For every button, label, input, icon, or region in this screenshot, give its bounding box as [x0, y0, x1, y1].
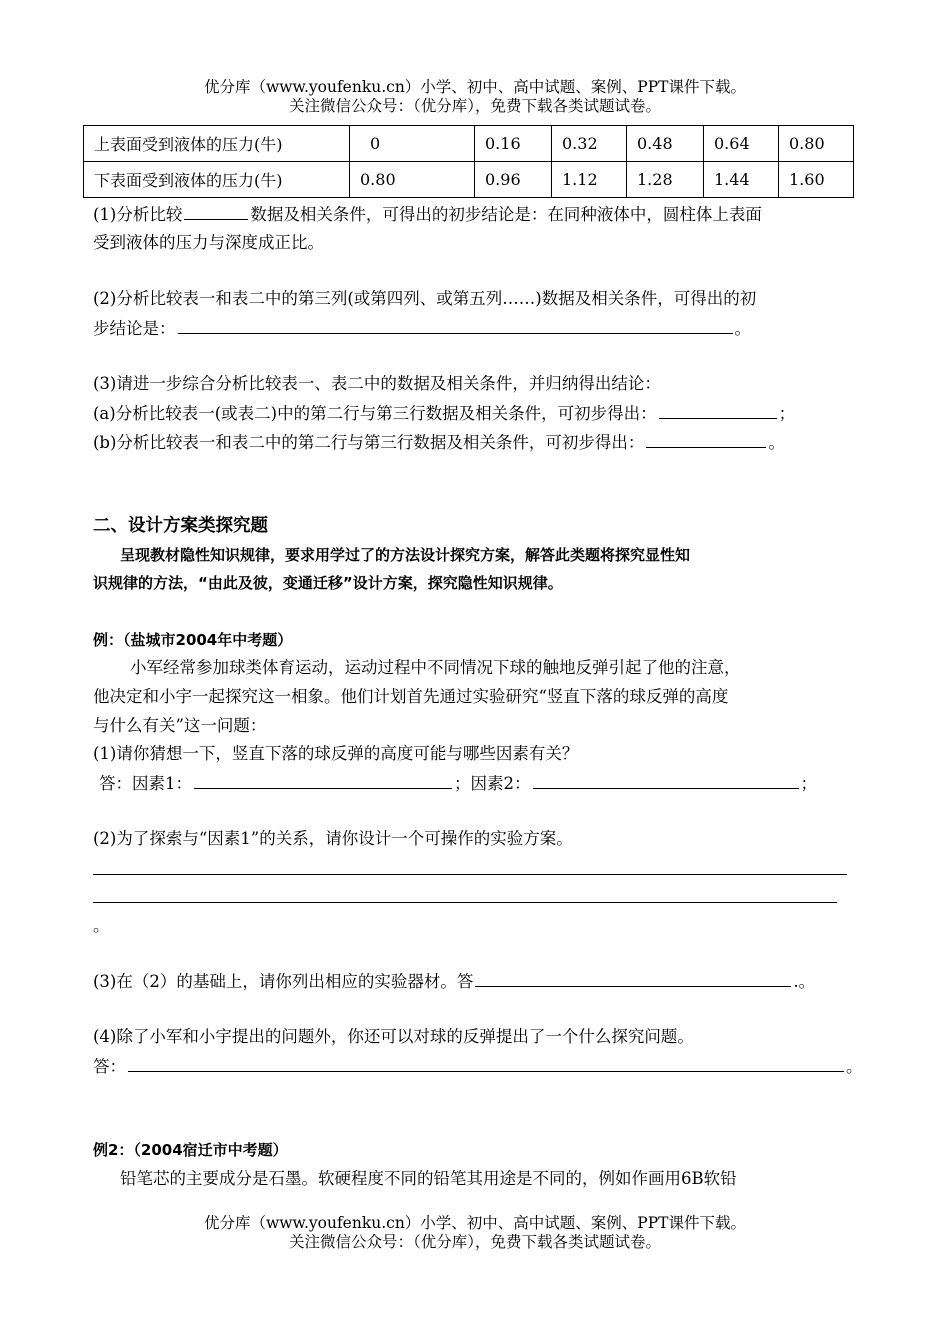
example1-q2: (2)为了探索与“因素1”的关系，请你设计一个可操作的实验方案。: [93, 829, 573, 848]
q1-line: [93, 204, 762, 225]
table-cell: 0.32: [552, 126, 627, 162]
answer-rule[interactable]: [93, 874, 847, 875]
example2-para-line1: 铅笔芯的主要成分是石墨。软硬程度不同的铅笔其用途是不同的，例如作画用6B软铅: [120, 1169, 737, 1188]
q1-blank[interactable]: [184, 204, 248, 220]
q3a-blank[interactable]: [659, 403, 777, 419]
factor2-blank[interactable]: [533, 773, 799, 789]
q3b-line: [93, 432, 785, 453]
table-row: [84, 162, 854, 198]
example1-q1-answer: [99, 773, 817, 794]
q3b-end: 。: [768, 433, 785, 452]
section-desc-line1: 呈现教材隐性知识规律，要求用学过了的方法设计探究方案，解答此类题将探究显性知: [120, 546, 691, 564]
equipment-blank[interactable]: [475, 971, 791, 987]
q4-blank[interactable]: [128, 1056, 844, 1072]
answer-rule[interactable]: [93, 902, 837, 903]
example1-para-line1: 小军经常参加球类体育运动，运动过程中不同情况下球的触地反弹引起了他的注意，: [130, 658, 741, 677]
q2-blank[interactable]: [178, 318, 733, 334]
table-cell: 1.12: [552, 162, 627, 198]
example1-q2-end: 。: [93, 916, 110, 935]
table-row-label: 上表面受到液体的压力(牛): [84, 126, 350, 162]
q3a-end: ；: [778, 404, 796, 423]
table-row: [84, 126, 854, 162]
factor1-blank[interactable]: [194, 773, 452, 789]
section-desc-line2: 识规律的方法，“由此及彼，变通迁移”设计方案，探究隐性知识规律。: [93, 574, 563, 592]
table-cell: 1.28: [627, 162, 704, 198]
q3b-blank[interactable]: [646, 432, 766, 448]
factor1-label: 答：因素1：: [99, 774, 192, 793]
example1-para-line3: 与什么有关”这一问题：: [93, 716, 267, 735]
q2-prefix: 步结论是：: [93, 319, 176, 338]
example1-q4: (4)除了小军和小宇提出的问题外，你还可以对球的反弹提出了一个什么探究问题。: [93, 1027, 694, 1046]
table-cell: 0.80: [779, 126, 854, 162]
pressure-table: [83, 125, 854, 198]
example1-q4-answer: [93, 1056, 863, 1077]
page-header-line1: 优分库（www.youfenku.cn）小学、初中、高中试题、案例、PPT课件下载。: [203, 78, 747, 96]
page-footer-line1: 优分库（www.youfenku.cn）小学、初中、高中试题、案例、PPT课件下载。: [203, 1214, 747, 1232]
q3-prompt: (3)在（2）的基础上，请你列出相应的实验器材。答: [93, 972, 474, 991]
factor2-end: ；: [800, 774, 817, 793]
q3a-text: (a)分析比较表一(或表二)中的第二行与第三行数据及相关条件，可初步得出：: [93, 404, 657, 423]
q2-line1: (2)分析比较表一和表二中的第三列(或第四列、或第五列……)数据及相关条件，可得出的初: [93, 289, 757, 308]
section-title: 二、设计方案类探究题: [93, 516, 268, 536]
q2-end: 。: [734, 319, 751, 338]
q2-line2: [93, 318, 751, 339]
example1-q1: (1)请你猜想一下，竖直下落的球反弹的高度可能与哪些因素有关？: [93, 744, 579, 763]
table-cell: 0.64: [704, 126, 779, 162]
q3-intro: (3)请进一步综合分析比较表一、表二中的数据及相关条件，并归纳得出结论：: [93, 374, 661, 393]
q1-prefix: (1)分析比较: [93, 205, 183, 224]
example1-q3: [93, 971, 815, 992]
table-row-label: 下表面受到液体的压力(牛): [84, 162, 350, 198]
q4-answer-label: 答：: [93, 1057, 126, 1076]
factor2-label: ；因素2：: [454, 774, 531, 793]
example2-title: 例2：（2004宿迁市中考题）: [93, 1141, 288, 1159]
q4-end: 。: [846, 1057, 863, 1076]
table-cell: 0.48: [627, 126, 704, 162]
example1-para-line2: 他决定和小宇一起探究这一相象。他们计划首先通过实验研究“竖直下落的球反弹的高度: [93, 687, 729, 706]
q3a-line: [93, 403, 795, 424]
q1-suffix: 数据及相关条件，可得出的初步结论是：在同种液体中，圆柱体上表面: [250, 205, 762, 224]
page-footer-line2: 关注微信公众号：（优分库），免费下载各类试题试卷。: [288, 1233, 661, 1251]
q3b-text: (b)分析比较表一和表二中的第二行与第三行数据及相关条件，可初步得出：: [93, 433, 645, 452]
q1-continuation: 受到液体的压力与深度成正比。: [93, 233, 324, 252]
page-header-line2: 关注微信公众号：（优分库），免费下载各类试题试卷。: [288, 97, 661, 115]
example1-title: 例：（盐城市2004年中考题）: [93, 631, 293, 649]
table-cell: 0: [350, 126, 475, 162]
table-cell: 1.60: [779, 162, 854, 198]
table-cell: 1.44: [704, 162, 779, 198]
table-cell: 0.80: [350, 162, 475, 198]
q3-end: .。: [793, 972, 816, 991]
table-cell: 0.96: [475, 162, 552, 198]
table-cell: 0.16: [475, 126, 552, 162]
